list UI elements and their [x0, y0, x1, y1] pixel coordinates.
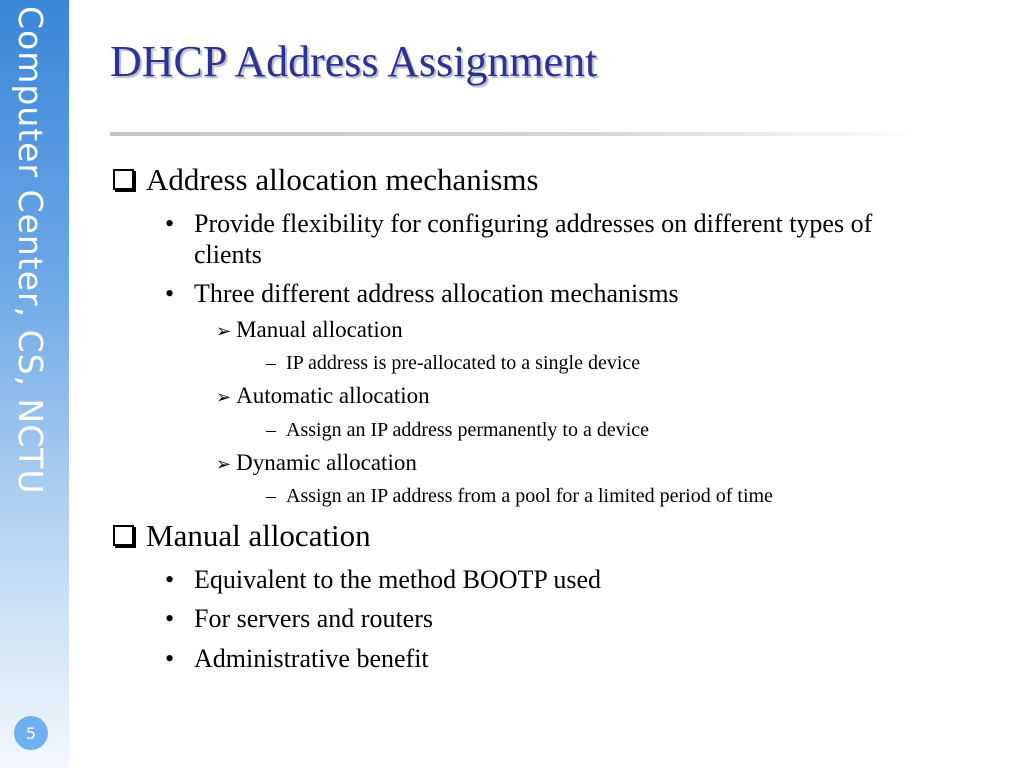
bullet-dot-icon: •	[165, 644, 175, 673]
dash-bullet-icon: –	[266, 485, 276, 507]
bullet-item: • For servers and routers	[165, 604, 433, 633]
slide-title: DHCP Address Assignment	[110, 37, 598, 86]
checkbox-bullet-icon	[113, 169, 134, 190]
mechanism-item: ➢ Manual allocation	[216, 317, 403, 342]
arrow-bullet-icon: ➢	[216, 454, 232, 474]
bullet-item: • Administrative benefit	[165, 644, 429, 673]
checkbox-bullet-icon	[113, 525, 134, 546]
arrow-bullet-icon: ➢	[216, 387, 232, 407]
section-heading: Address allocation mechanisms	[113, 163, 539, 197]
mechanism-detail: – Assign an IP address permanently to a device	[266, 419, 650, 441]
mechanism-item: ➢ Dynamic allocation	[216, 450, 417, 475]
sidebar-org-name: Computer Center, CS, NCTU	[11, 6, 50, 495]
dash-bullet-icon: –	[266, 352, 276, 374]
arrow-bullet-icon: ➢	[216, 321, 232, 341]
bullet-item: • Equivalent to the method BOOTP used	[165, 565, 602, 594]
bullet-dot-icon: •	[165, 279, 175, 308]
dash-bullet-icon: –	[266, 419, 276, 441]
bullet-dot-icon: •	[165, 604, 175, 633]
mechanism-item: ➢ Automatic allocation	[216, 383, 430, 408]
page-number-badge: 5	[14, 716, 48, 750]
bullet-item: • Three different address allocation mechanisms	[165, 279, 679, 308]
bullet-item: • Provide flexibility for configuring addresses on different types of clients	[165, 209, 873, 269]
mechanism-detail: – Assign an IP address from a pool for a limited period of time	[266, 485, 773, 507]
sidebar-banner	[0, 0, 69, 768]
bullet-dot-icon: •	[165, 209, 175, 238]
bullet-dot-icon: •	[165, 565, 175, 594]
section-heading: Manual allocation	[113, 519, 371, 553]
title-divider	[110, 132, 920, 136]
mechanism-detail: – IP address is pre-allocated to a single device	[266, 352, 641, 374]
